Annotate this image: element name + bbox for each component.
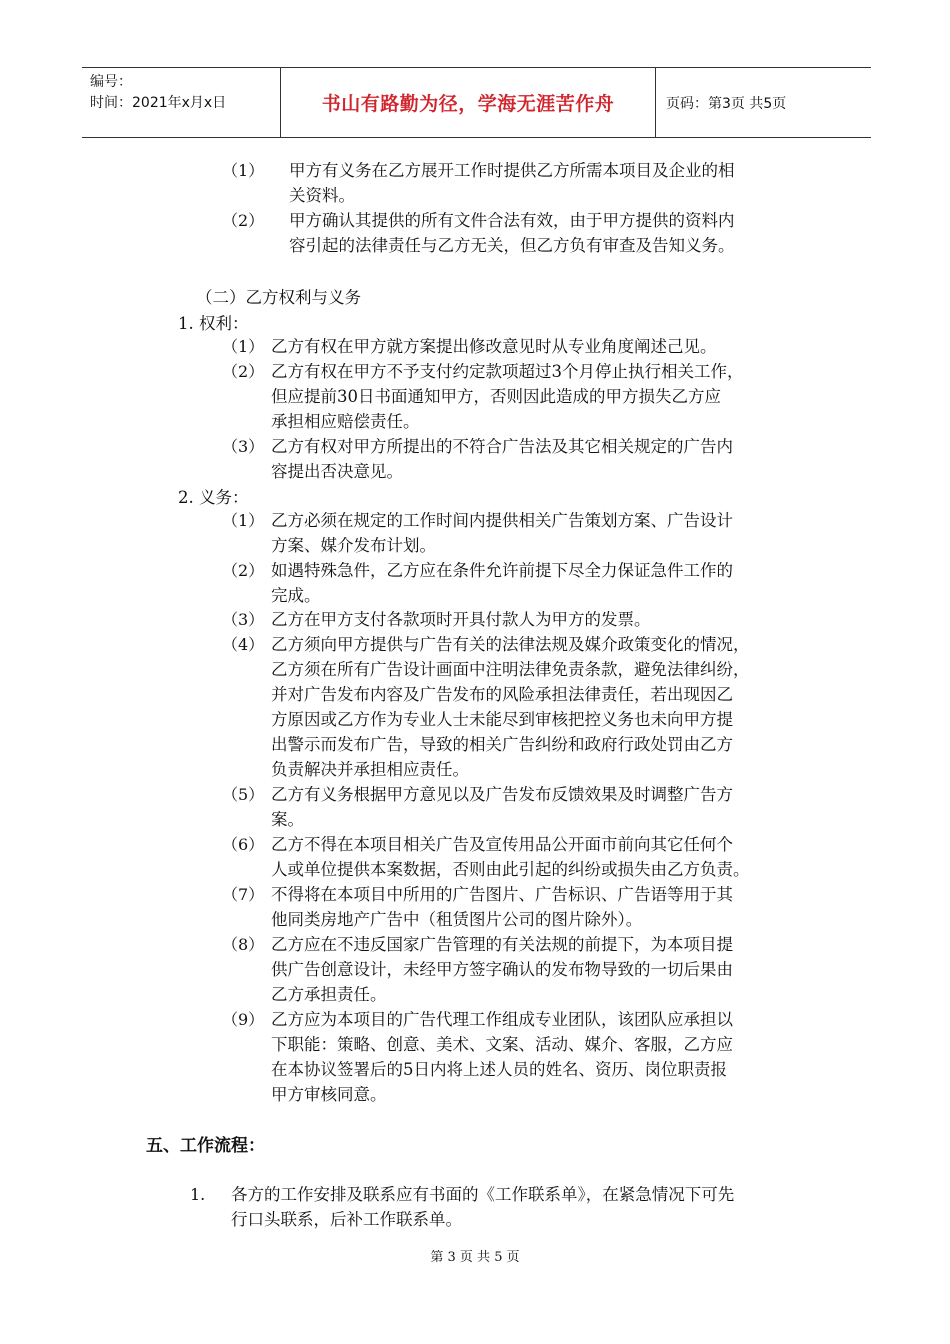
page-header [82, 67, 871, 138]
duties-item-line: 案。 [271, 810, 304, 829]
partyA-item-number: （2） [222, 211, 265, 230]
duties-item-line: 在本协议签署后的5日内将上述人员的姓名、资历、岗位职责报 [271, 1060, 727, 1079]
date-label: 时间：2021年x月x日 [90, 95, 227, 111]
duties-item-number: （2） [222, 561, 265, 580]
rights-item-line: 乙方有权对甲方所提出的不符合广告法及其它相关规定的广告内 [271, 437, 733, 456]
duties-item-line: 乙方应为本项目的广告代理工作组成专业团队，该团队应承担以 [271, 1010, 733, 1029]
duties-item-line: 如遇特殊急件，乙方应在条件允许前提下尽全力保证急件工作的 [271, 561, 733, 580]
duties-item-line: 乙方在甲方支付各款项时开具付款人为甲方的发票。 [271, 610, 651, 629]
duties-item-line: 乙方必须在规定的工作时间内提供相关广告策划方案、广告设计 [271, 511, 733, 530]
duties-item-line: 人或单位提供本案数据，否则由此引起的纠纷或损失由乙方负责。 [271, 860, 750, 879]
header-motto: 书山有路勤为径，学海无涯苦作舟 [281, 68, 656, 137]
duties-item-number: （8） [222, 935, 265, 954]
duties-item-line: 下职能：策略、创意、美术、文案、活动、媒介、客服，乙方应 [271, 1035, 733, 1054]
page-footer: 第 3 页 共 5 页 [430, 1250, 520, 1265]
duties-title: 2. 义务： [178, 488, 249, 507]
duties-item-line: 供广告创意设计，未经甲方签字确认的发布物导致的一切后果由 [271, 960, 733, 979]
duties-item-line: 乙方须在所有广告设计画面中注明法律免责条款，避免法律纠纷， [271, 660, 750, 679]
section-5-item-number: 1. [190, 1185, 206, 1204]
header-meta [82, 68, 281, 137]
duties-item-line: 方案、媒介发布计划。 [271, 536, 436, 555]
duties-item-line: 他同类房地产广告中（租赁图片公司的图片除外）。 [271, 910, 643, 929]
duties-item-number: （7） [222, 885, 265, 904]
duties-item-line: 乙方须向甲方提供与广告有关的法律法规及媒介政策变化的情况， [271, 635, 750, 654]
section-5-item-line-1: 各方的工作安排及联系应有书面的《工作联系单》，在紧急情况下可先 [231, 1185, 735, 1204]
rights-item-line: 容提出否决意见。 [271, 462, 403, 481]
partyA-item-line: 甲方有义务在乙方展开工作时提供乙方所需本项目及企业的相 [289, 161, 735, 180]
duties-item-number: （4） [222, 635, 265, 654]
duties-item-number: （1） [222, 511, 265, 530]
partyA-item-line: 甲方确认其提供的所有文件合法有效，由于甲方提供的资料内 [289, 211, 735, 230]
section-5-item-line-2: 行口头联系，后补工作联系单。 [231, 1210, 462, 1229]
duties-item-line: 出警示而发布广告，导致的相关广告纠纷和政府行政处罚由乙方 [271, 735, 733, 754]
duties-item-line: 并对广告发布内容及广告发布的风险承担法律责任，若出现因乙 [271, 685, 733, 704]
section-5-title: 五、工作流程： [146, 1136, 265, 1156]
duties-item-number: （5） [222, 785, 265, 804]
duties-item-line: 乙方不得在本项目相关广告及宣传用品公开面市前向其它任何个 [271, 835, 733, 854]
partyA-item-number: （1） [222, 161, 265, 180]
rights-item-number: （2） [222, 362, 265, 381]
duties-item-line: 不得将在本项目中所用的广告图片、广告标识、广告语等用于其 [271, 885, 733, 904]
duties-item-number: （9） [222, 1010, 265, 1029]
duties-item-number: （3） [222, 610, 265, 629]
rights-item-line: 乙方有权在甲方就方案提出修改意见时从专业角度阐述己见。 [271, 337, 717, 356]
rights-item-line: 但应提前30日书面通知甲方，否则因此造成的甲方损失乙方应 [271, 387, 721, 406]
partyB-section-title: （二）乙方权利与义务 [196, 288, 361, 307]
partyA-item-line: 容引起的法律责任与乙方无关，但乙方负有审查及告知义务。 [289, 236, 735, 255]
serial-label: 编号： [90, 74, 132, 90]
duties-item-number: （6） [222, 835, 265, 854]
rights-item-line: 承担相应赔偿责任。 [271, 412, 420, 431]
duties-item-line: 完成。 [271, 586, 321, 605]
duties-item-line: 甲方审核同意。 [271, 1085, 387, 1104]
duties-item-line: 乙方承担责任。 [271, 985, 387, 1004]
duties-item-line: 方原因或乙方作为专业人士未能尽到审核把控义务也未向甲方提 [271, 710, 733, 729]
rights-item-number: （1） [222, 337, 265, 356]
header-page-info: 页码：第3页 共5页 [666, 95, 787, 112]
duties-item-line: 负责解决并承担相应责任。 [271, 760, 469, 779]
rights-item-number: （3） [222, 437, 265, 456]
partyA-item-line: 关资料。 [289, 186, 355, 205]
rights-item-line: 乙方有权在甲方不予支付约定款项超过3个月停止执行相关工作， [271, 362, 744, 381]
rights-title: 1. 权利： [178, 314, 249, 333]
duties-item-line: 乙方有义务根据甲方意见以及广告发布反馈效果及时调整广告方 [271, 785, 733, 804]
duties-item-line: 乙方应在不违反国家广告管理的有关法规的前提下，为本项目提 [271, 935, 733, 954]
